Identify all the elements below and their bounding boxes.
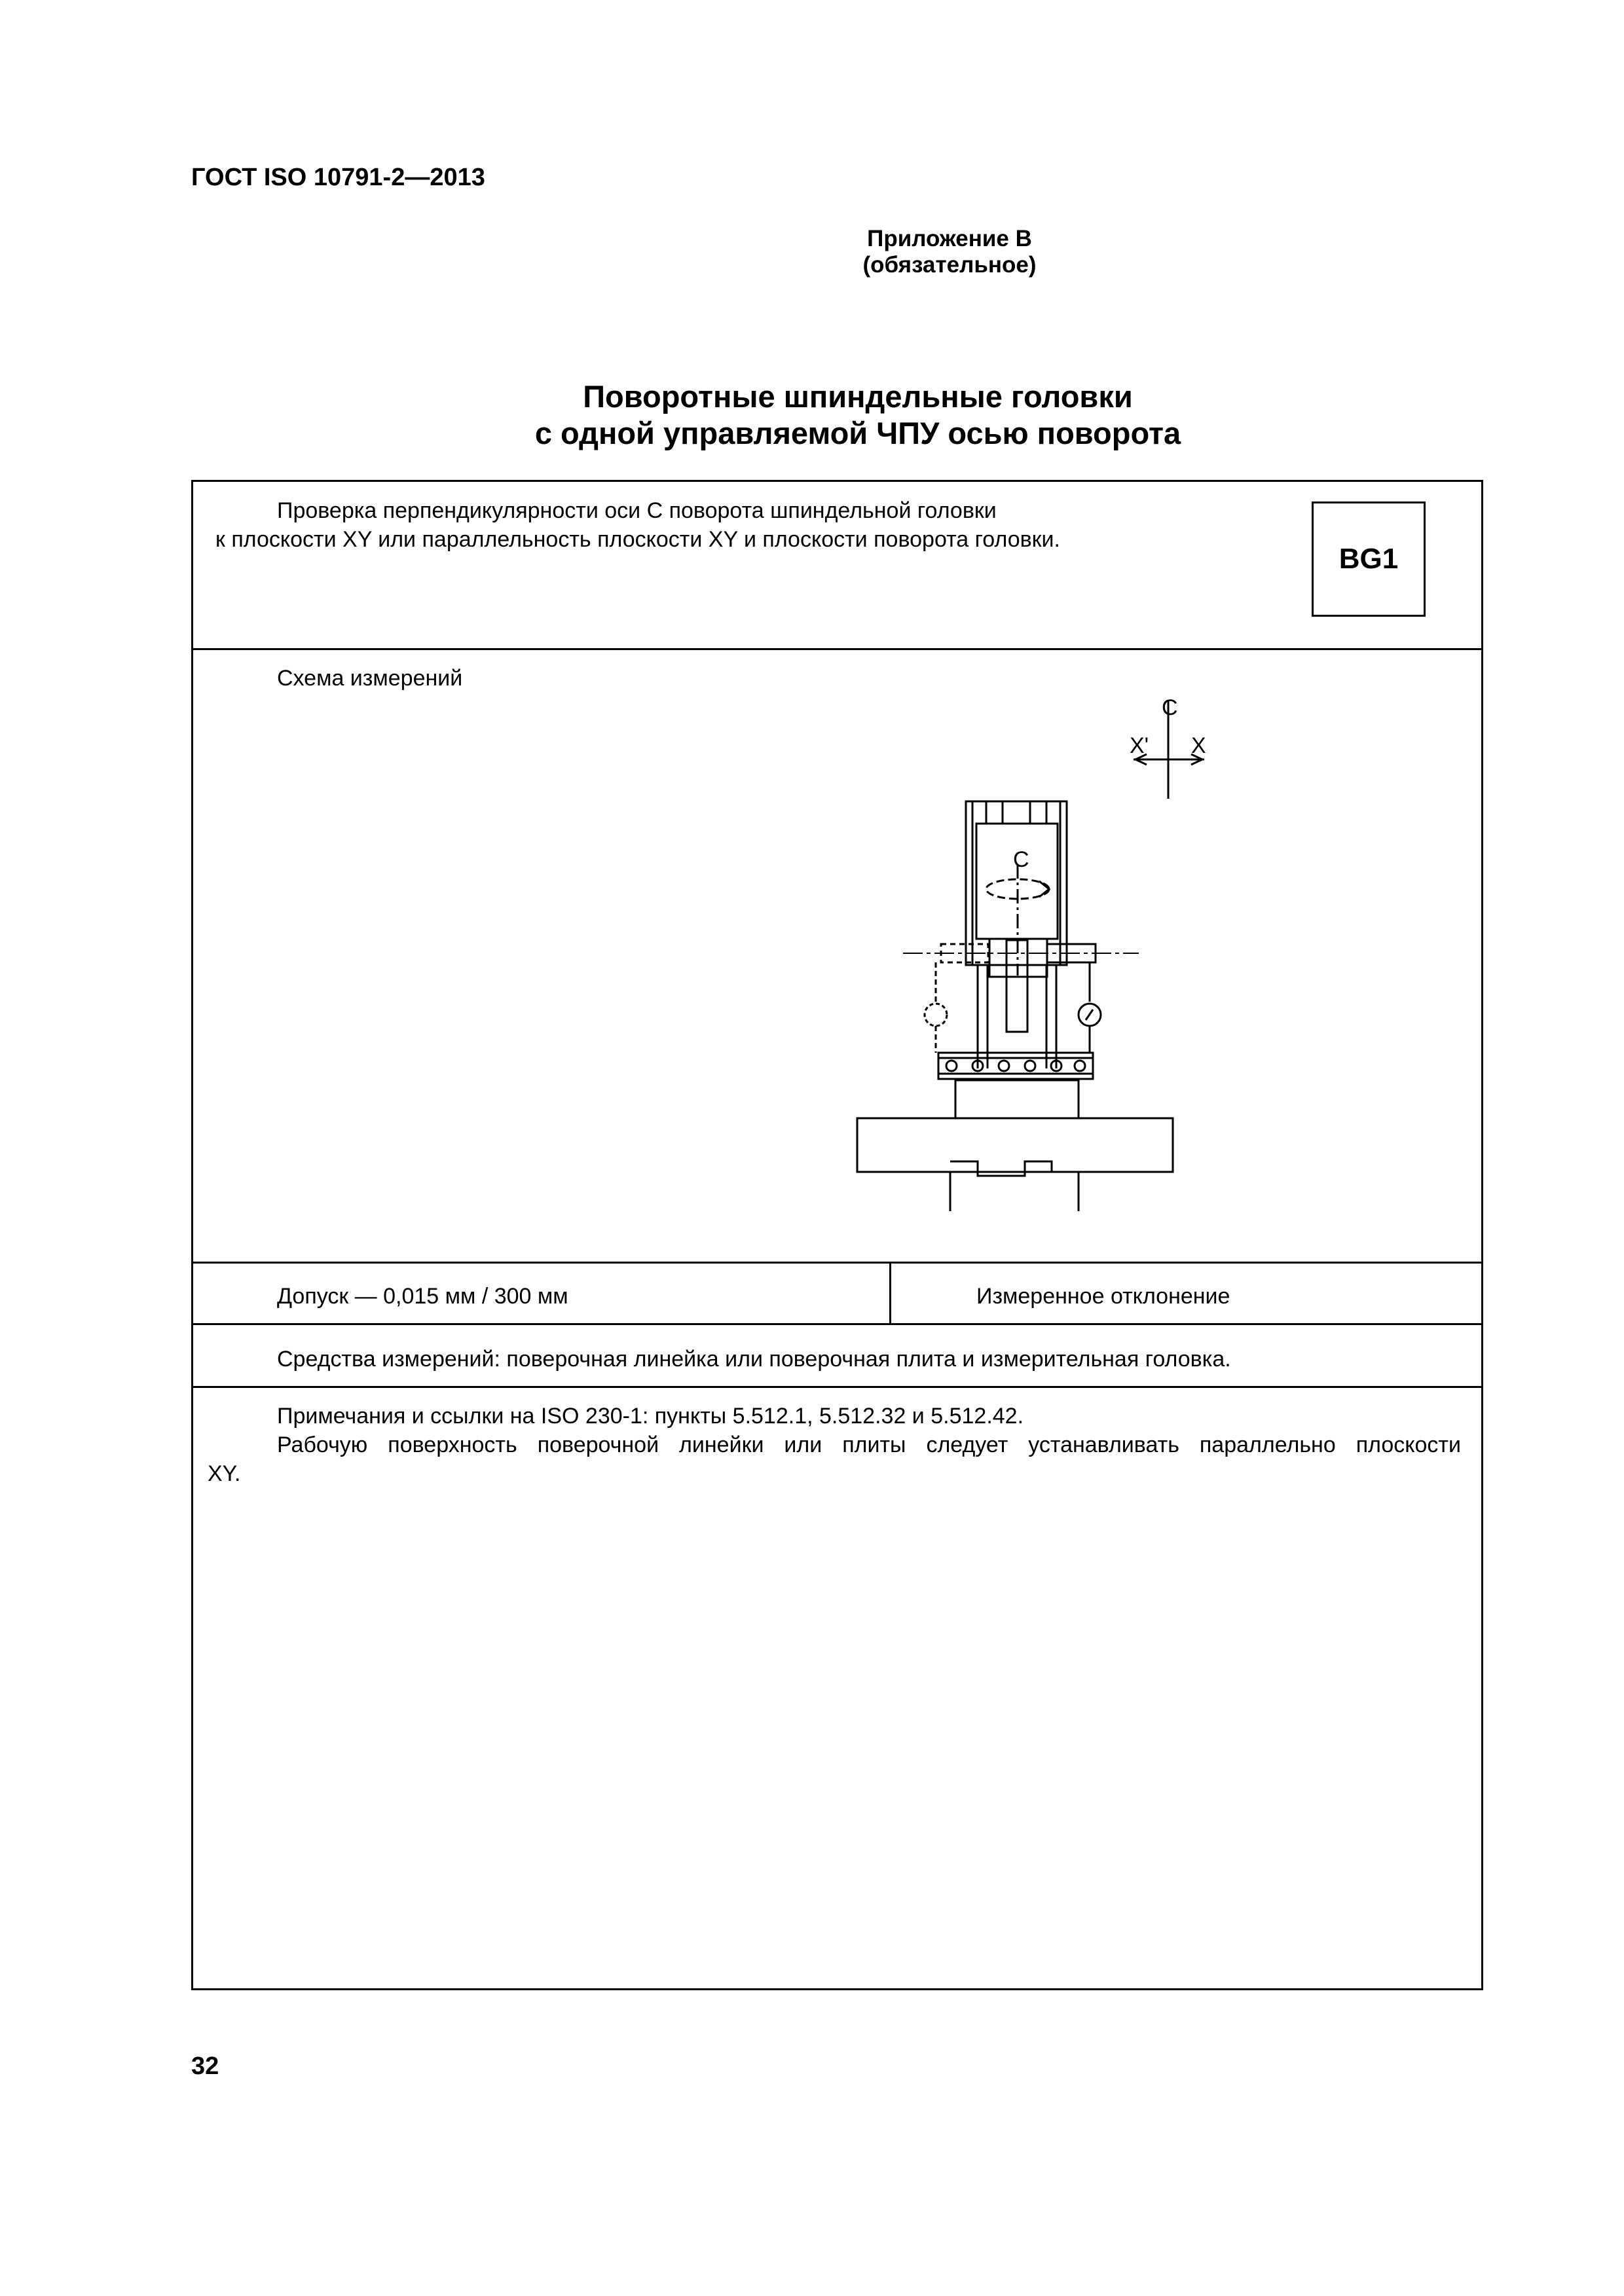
machine-base xyxy=(950,1161,1079,1211)
instruments-label: Средства измерений: поверочная линейка или поверочная плита и измерительная головка. xyxy=(277,1347,1231,1372)
row-divider xyxy=(193,1323,1481,1325)
measured-deviation-label: Измеренное отклонение xyxy=(976,1284,1230,1309)
rotation-c-label: C xyxy=(1013,847,1029,872)
notes-line-2: Рабочую поверхность поверочной линейки или плиты следует устанавливать параллельно плоскости xyxy=(277,1432,1461,1457)
check-description-line-2: к плоскости XY или параллельность плоскости XY и плоскости поворота головки. xyxy=(215,527,1060,552)
notes-line-1: Примечания и ссылки на ISO 230-1: пункты 5.512.1, 5.512.32 и 5.512.42. xyxy=(277,1404,1024,1429)
straightedge xyxy=(938,1053,1093,1079)
page-title xyxy=(393,378,1323,452)
check-table xyxy=(191,480,1483,1990)
appendix-status: (обязательное) xyxy=(862,252,1037,278)
axis-x-label: X xyxy=(1191,733,1206,758)
axis-x-neg-label: X' xyxy=(1130,733,1149,758)
column-divider xyxy=(889,1262,891,1323)
page-number: 32 xyxy=(191,2052,219,2080)
check-description-line-1: Проверка перпендикулярности оси С поворота шпиндельной головки xyxy=(277,498,997,523)
notes-line-3: XY. xyxy=(208,1461,241,1486)
dial-indicator-left-icon xyxy=(925,1004,947,1026)
appendix-title xyxy=(655,226,1244,278)
scheme-label: Схема измерений xyxy=(277,666,463,691)
standard-code: ГОСТ ISO 10791-2—2013 xyxy=(191,164,485,191)
measurement-scheme-diagram xyxy=(654,694,1289,1211)
title-line-2: с одной управляемой ЧПУ осью поворота xyxy=(534,416,1181,450)
table-block xyxy=(955,1080,1079,1118)
title-line-1: Поворотные шпиндельные головки xyxy=(583,379,1133,414)
appendix-label: Приложение В xyxy=(867,226,1032,251)
axis-c-label: C xyxy=(1162,695,1178,720)
row-divider xyxy=(193,1386,1481,1388)
tolerance-label: Допуск — 0,015 мм / 300 мм xyxy=(277,1284,568,1309)
row-divider xyxy=(193,1262,1481,1264)
row-divider xyxy=(193,648,1481,650)
check-code-badge: BG1 xyxy=(1312,501,1426,617)
machine-table xyxy=(857,1118,1173,1172)
